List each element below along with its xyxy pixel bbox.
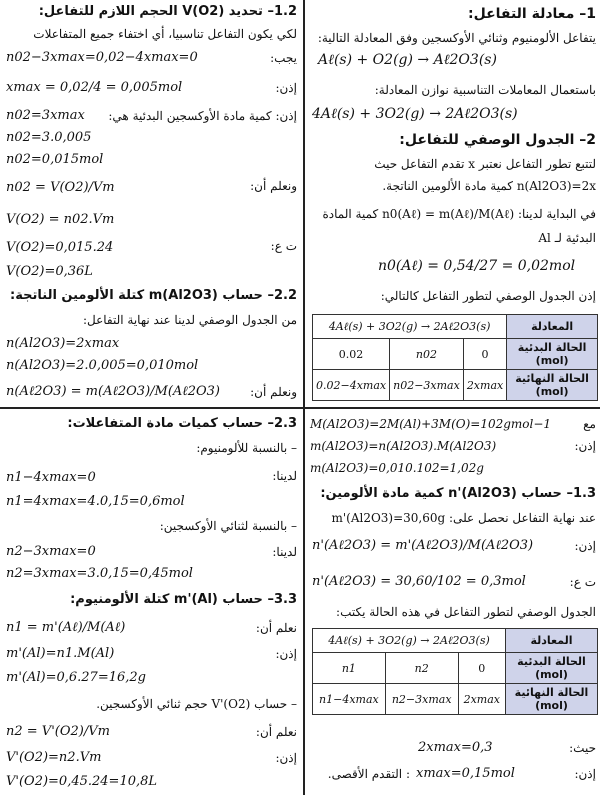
q12-l8: V(O2)=0,015.24	[6, 240, 114, 255]
q13-p2: الجدول الوصفي لتطور التفاعل في هذه الحالة يكتب:	[336, 605, 596, 619]
q22-l1: n(Al2O3)=2xmax	[6, 336, 120, 351]
q33-l4-key: نعلم أن:	[255, 725, 297, 739]
q33-l6: V'(O2)=0,45.24=10,8L	[6, 774, 158, 789]
q13-m3: m(Al2O3)=0,010.102=1,02g	[310, 461, 484, 475]
q23-l1: n1−4xmax=0	[6, 470, 96, 485]
q2-p2: n(Al2O3)=2x كمية مادة الألومين الناتجة.	[382, 179, 596, 193]
q12-l6-key: ونعلم أن:	[250, 179, 297, 193]
q2-p4: البدئية لـ Al	[538, 231, 596, 245]
end-l2-text: : التقدم الأقصى.	[327, 767, 410, 781]
section-q13	[308, 410, 600, 795]
q33-l2-key: إذن:	[275, 647, 297, 661]
end-l2: xmax=0,15mol	[416, 766, 515, 781]
q13-m1-key: مع	[583, 417, 596, 431]
q12-l9: V(O2)=0,36L	[6, 264, 93, 279]
end-l1: 2xmax=0,3	[418, 740, 493, 755]
q23-l2: n1=4xmax=4.0,15=0,6mol	[6, 494, 185, 509]
q13-l1: n'(Aℓ2O3) = m'(Aℓ2O3)/M(Aℓ2O3)	[312, 538, 534, 553]
section-divider	[0, 407, 600, 409]
q33-l2: m'(Al)=n1.M(Al)	[6, 646, 115, 661]
q2-p3: في البداية لدينا: n0(Aℓ) = m(Aℓ)/M(Aℓ) كمية المادة	[322, 207, 596, 221]
q12-l2-key: إذن:	[275, 81, 297, 95]
q13-l2: n'(Aℓ2O3) = 30,60/102 = 0,3mol	[312, 574, 526, 589]
q33-title: 3.3– حساب m'(Al) كتلة الألومنيوم:	[70, 592, 297, 607]
q33-l5: V'(O2)=n2.Vm	[6, 750, 102, 765]
q12-l2: xmax = 0,02/4 = 0,005mol	[6, 80, 183, 95]
q2-title: 2– الجدول الوصفي للتفاعل:	[399, 132, 596, 148]
table1-header-equation: المعادلة	[507, 315, 598, 339]
table1-cell: n02	[390, 339, 464, 370]
q12-l8-key: ت ع:	[270, 239, 297, 253]
q12-l7: V(O2) = n02.Vm	[6, 212, 115, 227]
table2-cell: n1	[313, 653, 386, 684]
q12-l5: n02=0,015mol	[6, 152, 104, 167]
q2-calc: n0(Aℓ) = 0,54/27 = 0,02mol	[378, 258, 576, 274]
table2-equation: 4Aℓ(s) + 3O2(g) → 2Aℓ2O3(s)	[313, 629, 506, 653]
q2-p1: لتتبع تطور التفاعل نعتبر x تقدم التفاعل حيث	[374, 157, 596, 171]
q12-l6: n02 = V(O2)/Vm	[6, 180, 115, 195]
q22-title: 2.2– حساب m(Al2O3) كتلة الألومين الناتجة:	[10, 288, 297, 303]
q13-l2-key: ت ع:	[569, 575, 596, 589]
q1-desc2: باستعمال المعاملات التناسبية نوازن المعادلة:	[374, 83, 596, 97]
table2-cell: 0	[458, 653, 505, 684]
section-q12-q22	[0, 0, 301, 405]
section-q23-q33	[0, 410, 301, 795]
q22-l2: n(Al2O3)=2.0,005=0,010mol	[6, 358, 199, 373]
q12-l1-key: يجب:	[270, 51, 297, 65]
q12-l3: n02=3xmax	[6, 108, 85, 123]
q13-m2: m(Al2O3)=n(Al2O3).M(Al2O3)	[310, 439, 497, 453]
progress-table-1	[312, 314, 598, 401]
table2-header-initial: الحالة البدئية (mol)	[506, 653, 598, 684]
q23-l3-key: لدينا:	[272, 545, 297, 559]
table2-header-equation: المعادلة	[506, 629, 598, 653]
q12-l1: n02−3xmax=0,02−4xmax=0	[6, 50, 198, 65]
column-divider	[303, 0, 305, 795]
q23-l4: n2=3xmax=3.0,15=0,45mol	[6, 566, 193, 581]
table1-cell: 0.02	[313, 339, 390, 370]
end-l2-key: إذن:	[574, 767, 596, 781]
q13-m2-key: إذن:	[574, 439, 596, 453]
q33-l4: n2 = V'(O2)/Vm	[6, 724, 110, 739]
q12-l3-key: إذن: كمية مادة الأوكسجين البدئية هي:	[108, 109, 297, 123]
q1-title: 1– معادلة التفاعل:	[467, 6, 596, 22]
table2-header-final: الحالة النهائية (mol)	[506, 684, 598, 715]
table2-cell: n2	[385, 653, 458, 684]
q23-l3: n2−3xmax=0	[6, 544, 96, 559]
q22-l3: n(Aℓ2O3) = m(Aℓ2O3)/M(Aℓ2O3)	[6, 384, 220, 399]
table1-cell: n02−3xmax	[390, 370, 464, 401]
q33-l3: m'(Al)=0,6.27=16,2g	[6, 670, 146, 685]
q13-title: 1.3– حساب n'(Al2O3) كمية مادة الألومين:	[320, 486, 596, 501]
q13-p1: عند نهاية التفاعل نحصل على: m'(Al2O3)=30,60g	[331, 511, 596, 525]
q22-l3-key: ونعلم أن:	[250, 385, 297, 399]
q13-m1: M(Al2O3)=2M(Al)+3M(O)=102gmol−1	[310, 417, 552, 431]
q22-p1: من الجدول الوصفي لدينا عند نهاية التفاعل:	[82, 313, 297, 327]
table1-cell: 0.02−4xmax	[313, 370, 390, 401]
q13-l1-key: إذن:	[574, 539, 596, 553]
q23-l1-key: لدينا:	[272, 469, 297, 483]
table1-header-initial: الحالة البدئية (mol)	[507, 339, 598, 370]
progress-table-2	[312, 628, 598, 715]
q1-eq2: 4Aℓ(s) + 3O2(g) → 2Aℓ2O3(s)	[312, 106, 518, 122]
q23-title: 2.3– حساب كميات مادة المتفاعلات:	[67, 416, 297, 431]
q23-p1: – بالنسبة للألومنيوم:	[196, 441, 297, 455]
table1-equation: 4Aℓ(s) + 3O2(g) → 2Aℓ2O3(s)	[313, 315, 507, 339]
q33-l1-key: نعلم أن:	[255, 621, 297, 635]
q33-p1: – حساب V'(O2) حجم ثنائي الأوكسجين.	[96, 697, 297, 711]
q1-eq1: Aℓ(s) + O2(g) → Aℓ2O3(s)	[318, 52, 497, 68]
q12-l4: n02=3.0,005	[6, 130, 92, 145]
q33-l1: n1 = m'(Aℓ)/M(Aℓ)	[6, 620, 126, 635]
q12-title: 1.2– تحديد V(O2) الحجم اللازم للتفاعل:	[38, 4, 297, 19]
table1-cell: 2xmax	[463, 370, 506, 401]
table1-cell: 0	[463, 339, 506, 370]
table2-cell: n1−4xmax	[313, 684, 386, 715]
end-l1-key: حيث:	[569, 741, 596, 755]
table2-cell: 2xmax	[458, 684, 505, 715]
q23-p2: – بالنسبة لثنائي الأوكسجين:	[159, 519, 297, 533]
section-q1-q2	[308, 0, 600, 405]
table1-header-final: الحالة النهائية (mol)	[507, 370, 598, 401]
q1-desc: يتفاعل الألومنيوم وثنائي الأوكسجين وفق المعادلة التالية:	[317, 31, 596, 45]
q2-p5: إذن الجدول الوصفي لتطور التفاعل كالتالي:	[380, 289, 596, 303]
q33-l5-key: إذن:	[275, 751, 297, 765]
table2-cell: n2−3xmax	[385, 684, 458, 715]
q12-p1: لكي يكون التفاعل تناسبيا، أي اختفاء جميع المتفاعلات	[33, 27, 297, 41]
